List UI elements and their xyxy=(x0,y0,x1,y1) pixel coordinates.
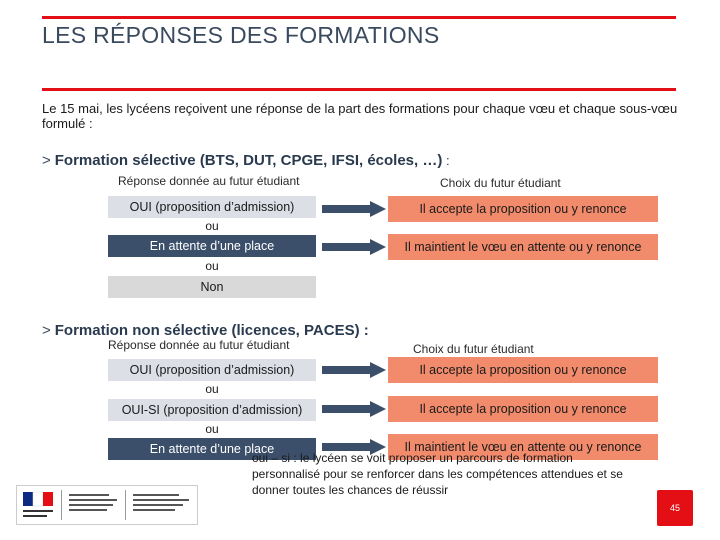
section-selective-colon: : xyxy=(442,153,450,168)
response-en-attente: En attente d’une place xyxy=(108,235,316,257)
oui-si-note: oui – si : le lycéen se voit proposer un parcours de formation personnalisé pour se renforcer dans les compétences attendues et se donner toutes les chances de réussir xyxy=(252,451,623,497)
chevron-right-icon: > xyxy=(42,152,51,169)
section-non-selective-heading xyxy=(42,322,369,339)
section-selective-heading xyxy=(42,152,450,169)
section-non-selective-title: Formation non sélective (licences, PACES) : xyxy=(54,322,369,339)
arrow-right-icon xyxy=(322,362,386,378)
republique-francaise-logo xyxy=(17,486,197,524)
result-accept: Il accepte la proposition ou y renonce xyxy=(388,357,658,383)
top-rule xyxy=(42,16,676,19)
result-accept: Il accepte la proposition ou y renonce xyxy=(388,396,658,422)
response-oui: OUI (proposition d’admission) xyxy=(108,196,316,218)
arrow-right-icon xyxy=(322,239,386,255)
page-number-badge: 45 xyxy=(657,490,693,526)
separator-ou: ou xyxy=(205,259,219,273)
arrow-right-icon xyxy=(322,401,386,417)
col-head-response: Réponse donnée au futur étudiant xyxy=(108,338,290,352)
ministry-logos xyxy=(16,485,198,525)
result-maintain: Il maintient le vœu en attente ou y renonce xyxy=(388,434,658,460)
title-underline xyxy=(42,88,676,91)
page-title: LES RÉPONSES DES FORMATIONS xyxy=(42,22,440,48)
response-non: Non xyxy=(108,276,316,298)
separator-ou: ou xyxy=(205,382,219,396)
col-head-choice: Choix du futur étudiant xyxy=(413,342,534,356)
col-head-choice: Choix du futur étudiant xyxy=(440,176,561,190)
chevron-right-icon: > xyxy=(42,322,51,339)
section-selective-title: Formation sélective (BTS, DUT, CPGE, IFSI, écoles, …) xyxy=(54,152,443,169)
arrow-right-icon xyxy=(322,201,386,217)
response-en-attente: En attente d’une place xyxy=(108,438,316,460)
response-oui: OUI (proposition d’admission) xyxy=(108,359,316,381)
col-head-response: Réponse donnée au futur étudiant xyxy=(118,174,300,188)
separator-ou: ou xyxy=(205,219,219,233)
intro-text: Le 15 mai, les lycéens reçoivent une réponse de la part des formations pour chaque vœu et chaque sous-vœu formulé : xyxy=(42,101,678,131)
result-maintain: Il maintient le vœu en attente ou y renonce xyxy=(388,234,658,260)
result-accept: Il accepte la proposition ou y renonce xyxy=(388,196,658,222)
separator-ou: ou xyxy=(205,422,219,436)
response-oui-si: OUI-SI (proposition d’admission) xyxy=(108,399,316,421)
